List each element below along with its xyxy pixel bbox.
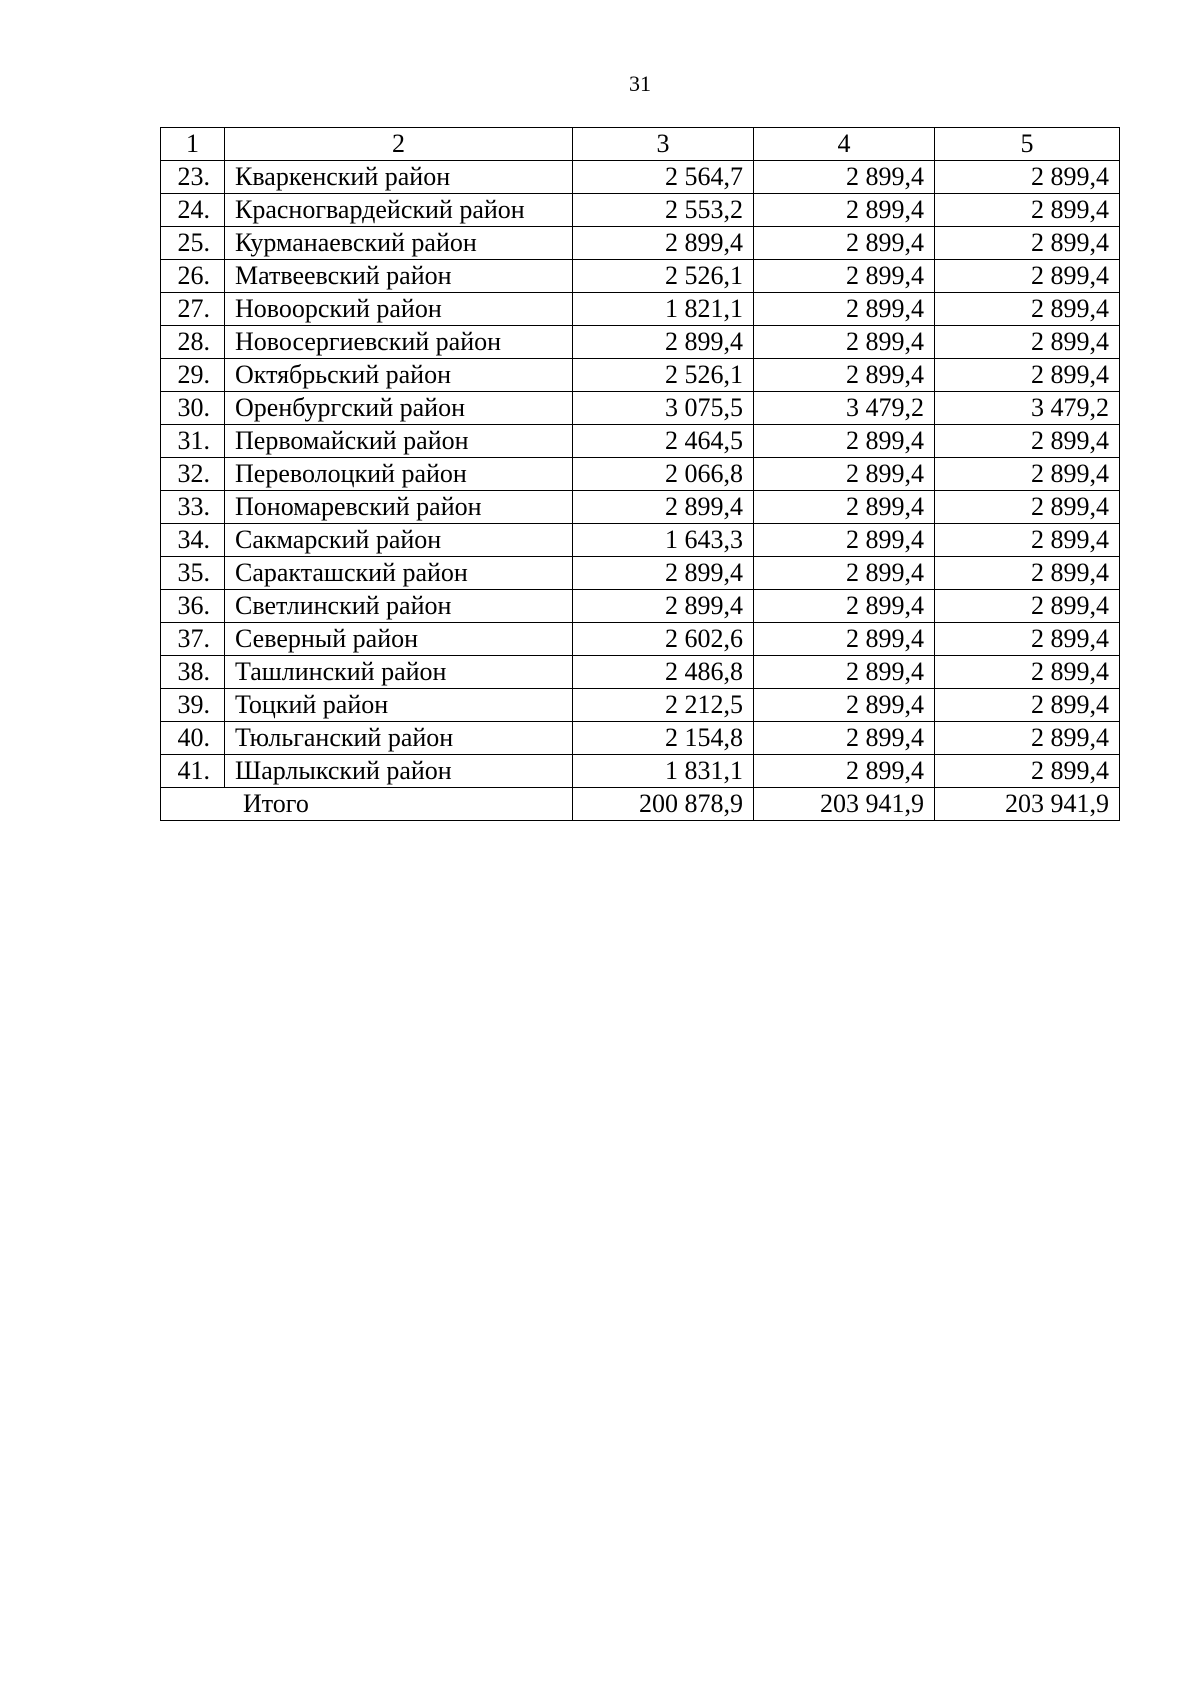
value-cell-col4: 2 899,4 — [754, 194, 935, 227]
value-cell-col3: 2 154,8 — [573, 722, 754, 755]
header-cell-col4: 4 — [754, 128, 935, 161]
value-cell-col5: 2 899,4 — [935, 623, 1120, 656]
row-number-cell: 31. — [161, 425, 225, 458]
table-row — [161, 227, 1120, 260]
data-table — [160, 127, 1120, 821]
value-cell-col3: 2 899,4 — [573, 227, 754, 260]
value-cell-col3: 2 553,2 — [573, 194, 754, 227]
value-cell-col4: 2 899,4 — [754, 755, 935, 788]
district-name-cell: Оренбургский район — [225, 392, 573, 425]
value-cell-col3: 2 486,8 — [573, 656, 754, 689]
value-cell-col3: 2 564,7 — [573, 161, 754, 194]
value-cell-col5: 2 899,4 — [935, 524, 1120, 557]
row-number-cell: 33. — [161, 491, 225, 524]
row-number-cell: 32. — [161, 458, 225, 491]
row-number-cell: 40. — [161, 722, 225, 755]
value-cell-col3: 2 899,4 — [573, 491, 754, 524]
district-name-cell: Матвеевский район — [225, 260, 573, 293]
value-cell-col3: 2 066,8 — [573, 458, 754, 491]
row-number-cell: 25. — [161, 227, 225, 260]
district-name-cell: Пономаревский район — [225, 491, 573, 524]
value-cell-col5: 2 899,4 — [935, 359, 1120, 392]
row-number-cell: 30. — [161, 392, 225, 425]
value-cell-col5: 2 899,4 — [935, 260, 1120, 293]
district-name-cell: Новосергиевский район — [225, 326, 573, 359]
total-value-col5: 203 941,9 — [935, 788, 1120, 821]
row-number-cell: 35. — [161, 557, 225, 590]
value-cell-col5: 2 899,4 — [935, 227, 1120, 260]
value-cell-col3: 2 899,4 — [573, 326, 754, 359]
district-name-cell: Шарлыкский район — [225, 755, 573, 788]
value-cell-col5: 2 899,4 — [935, 689, 1120, 722]
value-cell-col4: 2 899,4 — [754, 557, 935, 590]
table-row — [161, 392, 1120, 425]
table-row — [161, 491, 1120, 524]
row-number-cell: 27. — [161, 293, 225, 326]
district-name-cell: Тюльганский район — [225, 722, 573, 755]
table-row — [161, 689, 1120, 722]
table-row — [161, 326, 1120, 359]
table-row — [161, 425, 1120, 458]
district-name-cell: Тоцкий район — [225, 689, 573, 722]
row-number-cell: 34. — [161, 524, 225, 557]
row-number-cell: 26. — [161, 260, 225, 293]
value-cell-col5: 2 899,4 — [935, 755, 1120, 788]
value-cell-col5: 2 899,4 — [935, 458, 1120, 491]
value-cell-col5: 2 899,4 — [935, 590, 1120, 623]
table-row — [161, 458, 1120, 491]
value-cell-col5: 2 899,4 — [935, 326, 1120, 359]
value-cell-col4: 2 899,4 — [754, 161, 935, 194]
district-name-cell: Октябрьский район — [225, 359, 573, 392]
value-cell-col4: 2 899,4 — [754, 689, 935, 722]
value-cell-col5: 2 899,4 — [935, 293, 1120, 326]
value-cell-col3: 1 643,3 — [573, 524, 754, 557]
value-cell-col4: 2 899,4 — [754, 722, 935, 755]
district-name-cell: Ташлинский район — [225, 656, 573, 689]
table-row — [161, 623, 1120, 656]
value-cell-col3: 1 831,1 — [573, 755, 754, 788]
value-cell-col4: 2 899,4 — [754, 623, 935, 656]
table-row — [161, 293, 1120, 326]
district-name-cell: Новоорский район — [225, 293, 573, 326]
value-cell-col4: 2 899,4 — [754, 359, 935, 392]
district-name-cell: Первомайский район — [225, 425, 573, 458]
value-cell-col3: 2 212,5 — [573, 689, 754, 722]
total-value-col4: 203 941,9 — [754, 788, 935, 821]
page-number: 31 — [629, 71, 651, 96]
value-cell-col3: 2 526,1 — [573, 359, 754, 392]
table-row — [161, 161, 1120, 194]
row-number-cell: 41. — [161, 755, 225, 788]
table-row — [161, 755, 1120, 788]
value-cell-col4: 2 899,4 — [754, 326, 935, 359]
district-name-cell: Переволоцкий район — [225, 458, 573, 491]
value-cell-col5: 2 899,4 — [935, 425, 1120, 458]
header-cell-col2: 2 — [225, 128, 573, 161]
value-cell-col4: 2 899,4 — [754, 524, 935, 557]
table-row — [161, 656, 1120, 689]
district-name-cell: Курманаевский район — [225, 227, 573, 260]
table-row — [161, 524, 1120, 557]
value-cell-col3: 2 464,5 — [573, 425, 754, 458]
value-cell-col5: 2 899,4 — [935, 656, 1120, 689]
table-row — [161, 557, 1120, 590]
value-cell-col4: 2 899,4 — [754, 590, 935, 623]
row-number-cell: 36. — [161, 590, 225, 623]
table-body — [161, 128, 1120, 821]
district-name-cell: Красногвардейский район — [225, 194, 573, 227]
district-name-cell: Саракташский район — [225, 557, 573, 590]
district-name-cell: Кваркенский район — [225, 161, 573, 194]
total-value-col3: 200 878,9 — [573, 788, 754, 821]
row-number-cell: 29. — [161, 359, 225, 392]
total-label-cell: Итого — [161, 788, 573, 821]
value-cell-col5: 2 899,4 — [935, 161, 1120, 194]
value-cell-col5: 3 479,2 — [935, 392, 1120, 425]
table-row — [161, 590, 1120, 623]
table-row — [161, 194, 1120, 227]
header-cell-col5: 5 — [935, 128, 1120, 161]
row-number-cell: 37. — [161, 623, 225, 656]
value-cell-col4: 2 899,4 — [754, 260, 935, 293]
district-name-cell: Северный район — [225, 623, 573, 656]
row-number-cell: 39. — [161, 689, 225, 722]
row-number-cell: 28. — [161, 326, 225, 359]
value-cell-col4: 2 899,4 — [754, 458, 935, 491]
value-cell-col4: 3 479,2 — [754, 392, 935, 425]
row-number-cell: 23. — [161, 161, 225, 194]
table-row — [161, 722, 1120, 755]
value-cell-col3: 1 821,1 — [573, 293, 754, 326]
table-row — [161, 359, 1120, 392]
value-cell-col4: 2 899,4 — [754, 491, 935, 524]
value-cell-col3: 2 899,4 — [573, 557, 754, 590]
table-row — [161, 260, 1120, 293]
value-cell-col5: 2 899,4 — [935, 722, 1120, 755]
value-cell-col4: 2 899,4 — [754, 656, 935, 689]
header-cell-col3: 3 — [573, 128, 754, 161]
value-cell-col5: 2 899,4 — [935, 557, 1120, 590]
value-cell-col3: 2 526,1 — [573, 260, 754, 293]
value-cell-col5: 2 899,4 — [935, 194, 1120, 227]
row-number-cell: 24. — [161, 194, 225, 227]
value-cell-col3: 2 899,4 — [573, 590, 754, 623]
value-cell-col5: 2 899,4 — [935, 491, 1120, 524]
value-cell-col4: 2 899,4 — [754, 425, 935, 458]
value-cell-col3: 2 602,6 — [573, 623, 754, 656]
header-row — [161, 128, 1120, 161]
value-cell-col4: 2 899,4 — [754, 293, 935, 326]
header-cell-col1: 1 — [161, 128, 225, 161]
value-cell-col4: 2 899,4 — [754, 227, 935, 260]
district-name-cell: Сакмарский район — [225, 524, 573, 557]
total-row — [161, 788, 1120, 821]
value-cell-col3: 3 075,5 — [573, 392, 754, 425]
district-name-cell: Светлинский район — [225, 590, 573, 623]
row-number-cell: 38. — [161, 656, 225, 689]
